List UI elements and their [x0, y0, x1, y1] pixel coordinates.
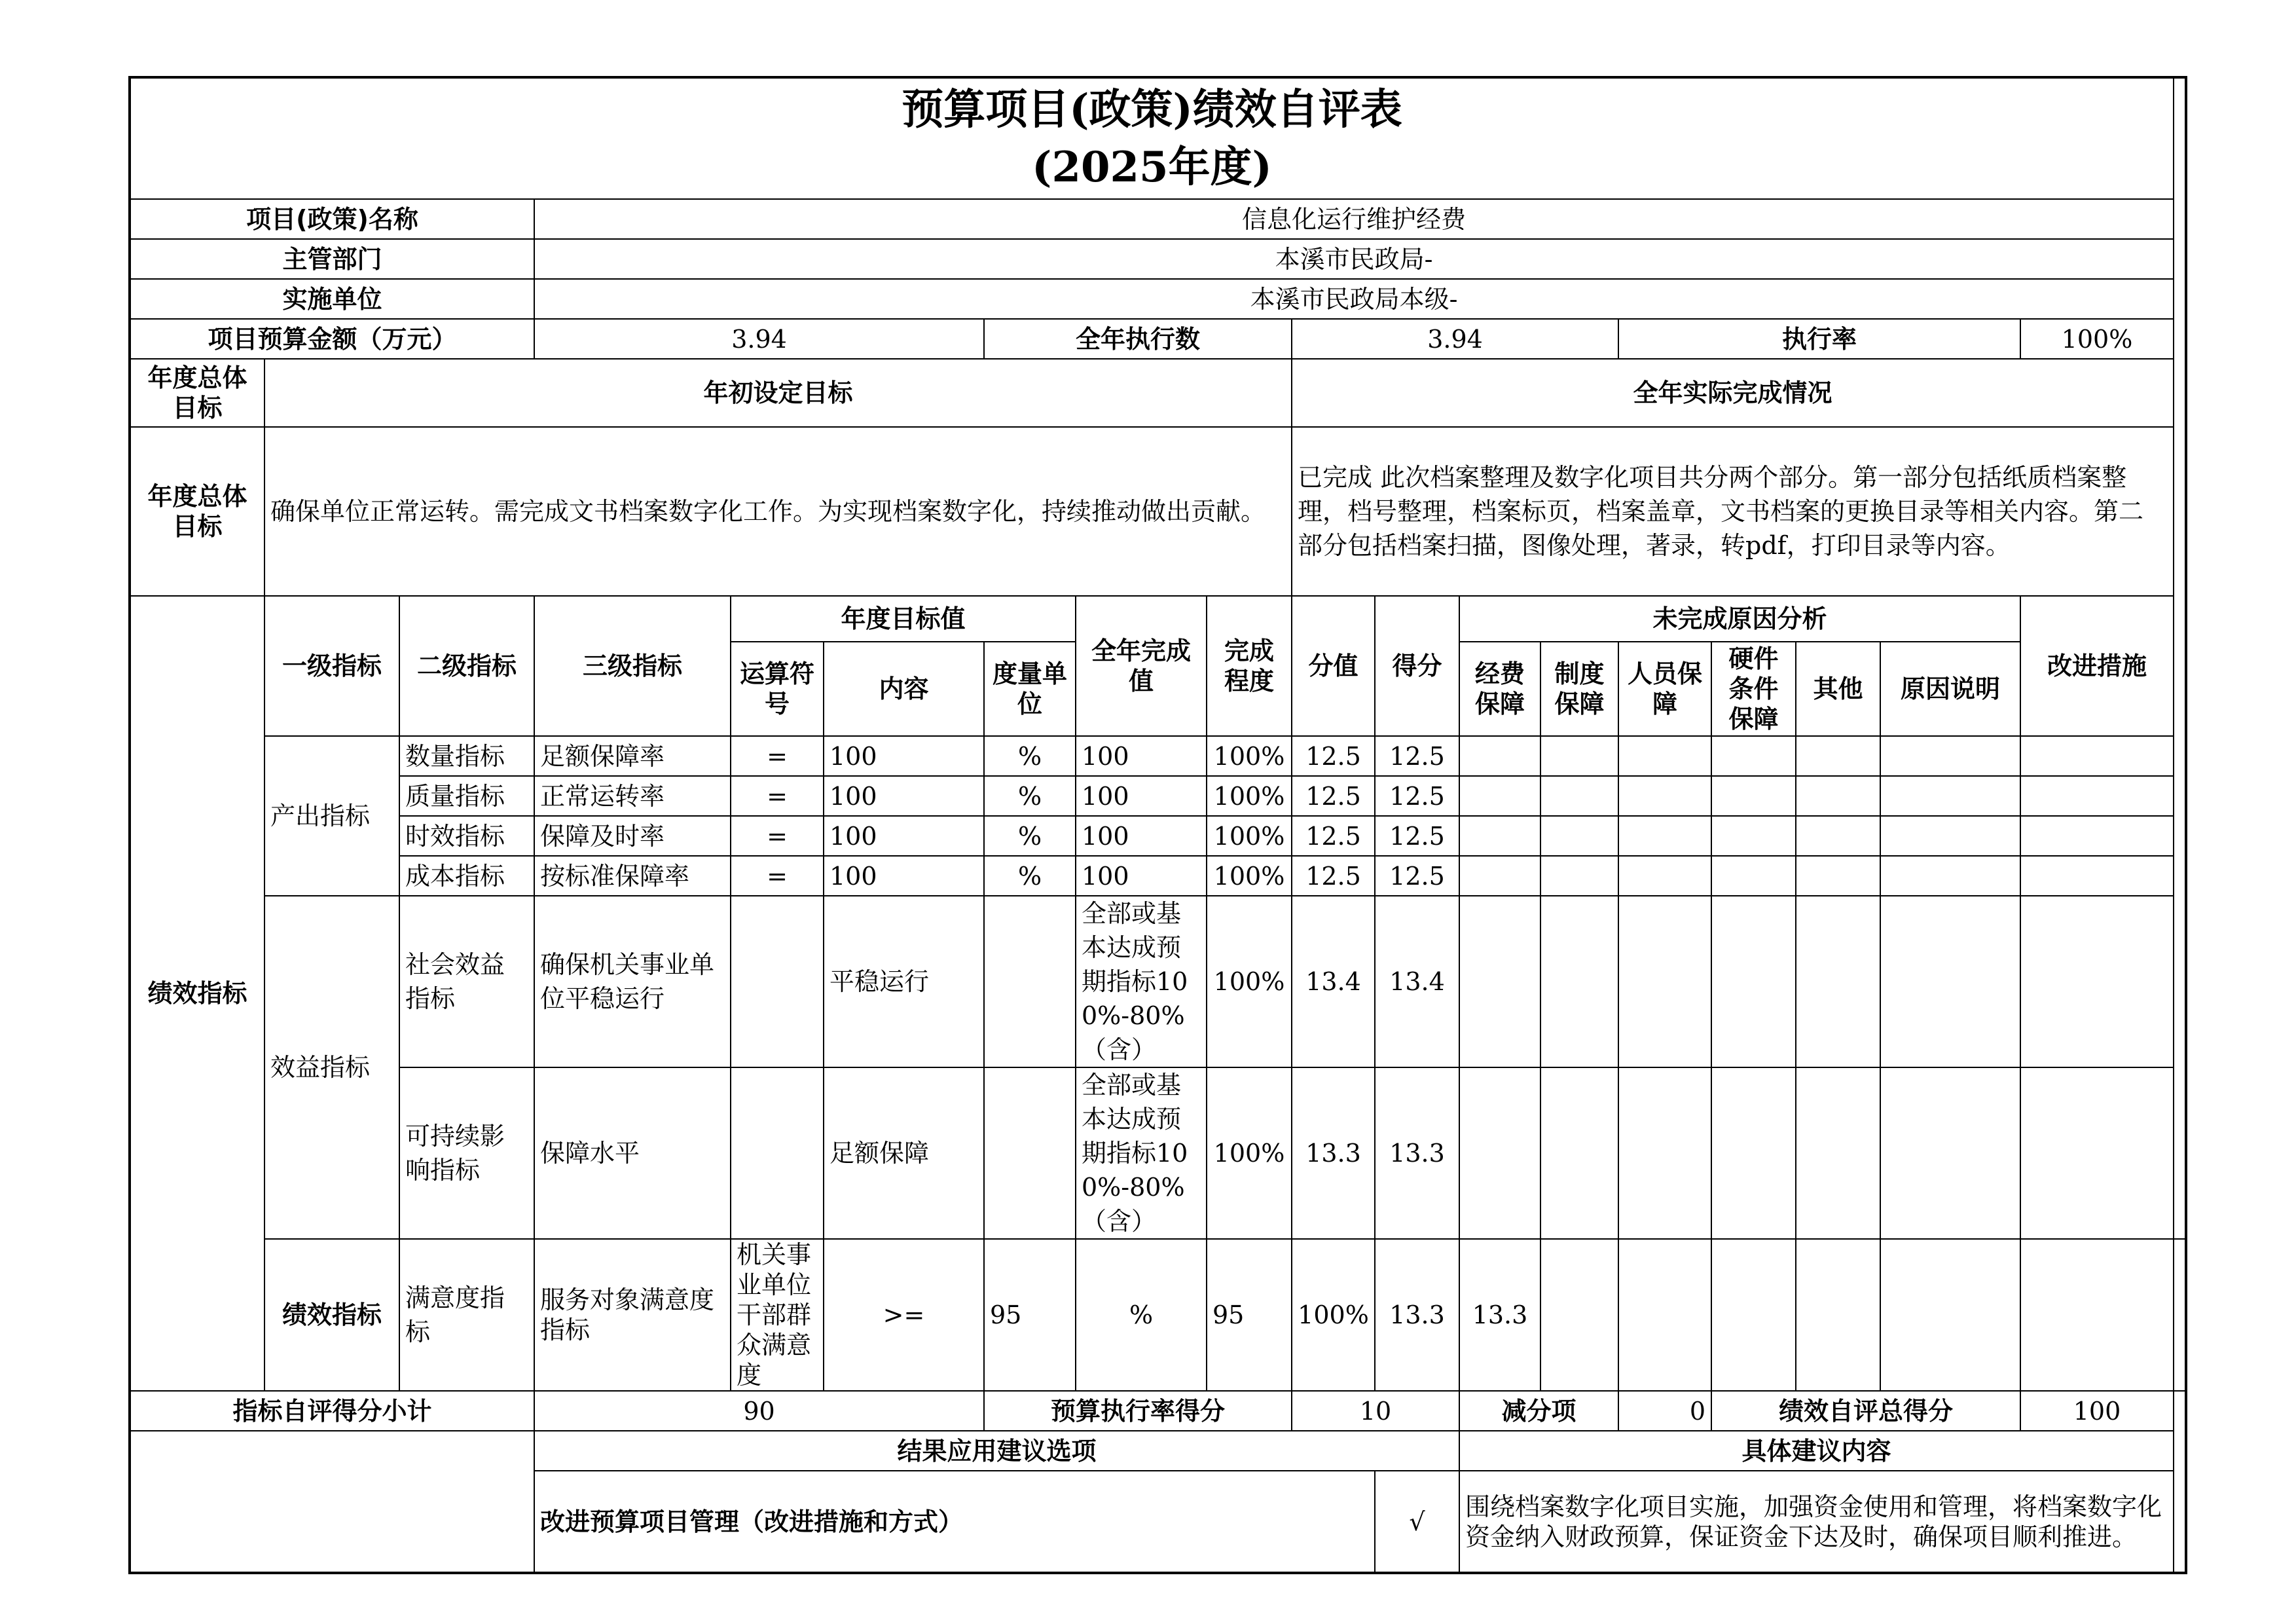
improve-header: 改进措施	[2020, 596, 2174, 736]
empty-cell	[2020, 736, 2174, 776]
result-options-header: 结果应用建议选项	[534, 1431, 1459, 1471]
score-cell: 12.5	[1375, 856, 1459, 896]
project-name-label: 项目(政策)名称	[130, 199, 534, 239]
operator-cell: =	[731, 736, 824, 776]
deduct-value: 0	[1618, 1391, 1711, 1431]
level1-header: 一级指标	[264, 596, 399, 736]
empty-cell	[1796, 1239, 1880, 1391]
empty-cell	[1711, 1067, 1796, 1239]
completion-cell: 100%	[1207, 736, 1292, 776]
empty-cell	[1459, 856, 1540, 896]
empty-cell	[1880, 816, 2020, 856]
actual-cell: 100	[1076, 776, 1207, 816]
table-row	[130, 1239, 2186, 1391]
exec-rate-value: 100%	[2020, 319, 2174, 359]
empty-cell	[1618, 776, 1711, 816]
level2-cell: 成本指标	[399, 856, 534, 896]
empty-cell	[1796, 816, 1880, 856]
empty-cell	[1618, 896, 1711, 1067]
empty-cell	[1618, 816, 1711, 856]
unit-cell: %	[984, 736, 1076, 776]
operator-cell: =	[731, 856, 824, 896]
empty-cell	[1880, 776, 2020, 816]
reason-hardware-header: 硬件条件保障	[1711, 642, 1796, 736]
content-header: 内容	[824, 642, 984, 736]
reason-explain-header: 原因说明	[1880, 642, 2020, 736]
actual-cell: 全部或基本达成预期指标100%-80%（含）	[1076, 1067, 1207, 1239]
level2-cell: 服务对象满意度指标	[534, 1239, 731, 1391]
deduct-label: 减分项	[1459, 1391, 1618, 1431]
empty-cell	[2020, 776, 2174, 816]
initial-goal-text: 确保单位正常运转。需完成文书档案数字化工作。为实现档案数字化，持续推动做出贡献。	[264, 427, 1292, 596]
level3-cell: 确保机关事业单位平稳运行	[534, 896, 731, 1067]
empty-cell	[1880, 1067, 2020, 1239]
empty-cell	[1796, 1067, 1880, 1239]
completion-header: 完成程度	[1207, 596, 1292, 736]
unit-cell: %	[1076, 1239, 1207, 1391]
impl-unit-value: 本溪市民政局本级-	[534, 279, 2174, 319]
value-cell: 12.5	[1292, 856, 1375, 896]
reason-other-header: 其他	[1796, 642, 1880, 736]
total-score-label: 绩效自评总得分	[1711, 1391, 2020, 1431]
completion-cell: 100%	[1292, 1239, 1375, 1391]
completion-cell: 100%	[1207, 1067, 1292, 1239]
budget-score-value: 10	[1292, 1391, 1459, 1431]
form-title-line2: (2025年度)	[1032, 142, 1272, 192]
operator-cell	[731, 1067, 824, 1239]
unit-cell	[984, 896, 1076, 1067]
empty-cell	[1459, 1067, 1540, 1239]
level3-header: 三级指标	[534, 596, 731, 736]
annual-exec-value: 3.94	[1292, 319, 1618, 359]
annual-goal-row-label: 年度总体目标	[130, 427, 264, 596]
empty-cell	[1540, 896, 1618, 1067]
empty-cell	[1880, 856, 2020, 896]
level3-cell: 按标准保障率	[534, 856, 731, 896]
empty-cell	[1711, 1239, 1796, 1391]
table-row	[130, 896, 2186, 1067]
actual-value-header: 全年完成值	[1076, 596, 1207, 736]
empty-cell	[1796, 776, 1880, 816]
output-level1: 产出指标	[264, 736, 399, 896]
empty-cell	[1540, 776, 1618, 816]
score-cell: 12.5	[1375, 816, 1459, 856]
satisfaction-level1: 满意度指标	[399, 1239, 534, 1391]
annual-goal-header-label: 年度总体目标	[130, 359, 264, 427]
level2-cell: 质量指标	[399, 776, 534, 816]
subtotal-value: 90	[534, 1391, 984, 1431]
completion-cell: 100%	[1207, 776, 1292, 816]
operator-cell	[731, 896, 824, 1067]
table-row	[130, 1067, 2186, 1239]
suggestion-text: 围绕档案数字化项目实施，加强资金使用和管理，将档案数字化资金纳入财政预算，保证资金下达及时，确保项目顺利推进。	[1459, 1471, 2174, 1573]
level3-cell: 机关事业单位干部群众满意度	[731, 1239, 824, 1391]
unit-cell: %	[984, 776, 1076, 816]
score-header: 得分	[1375, 596, 1459, 736]
level3-cell: 足额保障率	[534, 736, 731, 776]
form-title	[130, 77, 2174, 199]
budget-amount-label: 项目预算金额（万元）	[130, 319, 534, 359]
value-cell: 12.5	[1292, 816, 1375, 856]
unit-header: 度量单位	[984, 642, 1076, 736]
empty-cell	[1880, 896, 2020, 1067]
reason-system-header: 制度保障	[1540, 642, 1618, 736]
empty-cell	[1711, 736, 1796, 776]
empty-cell	[2020, 1239, 2174, 1391]
empty-cell	[1618, 1239, 1711, 1391]
level2-cell: 数量指标	[399, 736, 534, 776]
annual-target-header: 年度目标值	[731, 596, 1076, 642]
empty-cell	[1540, 1239, 1618, 1391]
operator-cell: >=	[824, 1239, 984, 1391]
empty-cell	[1540, 816, 1618, 856]
operator-header: 运算符号	[731, 642, 824, 736]
empty-cell	[1796, 896, 1880, 1067]
table-row	[130, 776, 2186, 816]
empty-cell	[2020, 1067, 2174, 1239]
dept-label: 主管部门	[130, 239, 534, 279]
benefit-level1: 效益指标	[264, 896, 399, 1239]
actual-completion-header: 全年实际完成情况	[1292, 359, 2174, 427]
content-cell: 足额保障	[824, 1067, 984, 1239]
table-row	[130, 856, 2186, 896]
score-value-header: 分值	[1292, 596, 1375, 736]
actual-cell: 100	[1076, 736, 1207, 776]
empty-cell	[1618, 736, 1711, 776]
initial-goal-header: 年初设定目标	[264, 359, 1292, 427]
completion-cell: 100%	[1207, 856, 1292, 896]
empty-cell	[1459, 736, 1540, 776]
value-cell: 13.4	[1292, 896, 1375, 1067]
budget-amount-value: 3.94	[534, 319, 984, 359]
empty-cell	[1711, 896, 1796, 1067]
completion-cell: 100%	[1207, 816, 1292, 856]
form-title-line1: 预算项目(政策)绩效自评表	[902, 84, 1402, 134]
score-cell: 12.5	[1375, 736, 1459, 776]
actual-cell: 100	[1076, 856, 1207, 896]
reason-staff-header: 人员保障	[1618, 642, 1711, 736]
empty-cell	[1711, 856, 1796, 896]
value-cell: 13.3	[1292, 1067, 1375, 1239]
budget-score-label: 预算执行率得分	[984, 1391, 1292, 1431]
performance-evaluation-table	[128, 76, 2187, 1574]
level2-cell: 可持续影响指标	[399, 1067, 534, 1239]
empty-cell	[1459, 776, 1540, 816]
suggestion-header: 具体建议内容	[1459, 1431, 2174, 1471]
empty-cell	[2020, 896, 2174, 1067]
empty-cell	[1540, 736, 1618, 776]
result-option-checkmark: √	[1375, 1471, 1459, 1573]
actual-cell: 100	[1076, 816, 1207, 856]
empty-cell	[1796, 856, 1880, 896]
level2-cell: 社会效益指标	[399, 896, 534, 1067]
empty-cell	[1711, 816, 1796, 856]
annual-exec-label: 全年执行数	[984, 319, 1292, 359]
result-option: 改进预算项目管理（改进措施和方式）	[534, 1471, 1375, 1573]
empty-cell	[1459, 896, 1540, 1067]
empty-cell	[1796, 736, 1880, 776]
empty-cell	[2020, 856, 2174, 896]
total-score-value: 100	[2020, 1391, 2174, 1431]
subtotal-label: 指标自评得分小计	[130, 1391, 534, 1431]
unit-cell: %	[984, 816, 1076, 856]
empty-cell	[1880, 736, 2020, 776]
empty-cell	[1540, 1067, 1618, 1239]
content-cell: 平稳运行	[824, 896, 984, 1067]
empty-cell	[1540, 856, 1618, 896]
content-cell: 95	[984, 1239, 1076, 1391]
operator-cell: =	[731, 776, 824, 816]
empty-cell	[1880, 1239, 2020, 1391]
table-row	[130, 816, 2186, 856]
empty-cell	[2020, 816, 2174, 856]
perf-indicator-label: 绩效指标	[130, 596, 264, 1391]
score-cell: 13.3	[1375, 1067, 1459, 1239]
value-cell: 12.5	[1292, 736, 1375, 776]
level3-cell: 保障水平	[534, 1067, 731, 1239]
empty-cell	[1711, 776, 1796, 816]
level3-cell: 正常运转率	[534, 776, 731, 816]
value-cell: 12.5	[1292, 776, 1375, 816]
unit-cell: %	[984, 856, 1076, 896]
empty-cell	[1459, 816, 1540, 856]
content-cell: 100	[824, 736, 984, 776]
value-cell: 13.3	[1375, 1239, 1459, 1391]
unfinished-reasons-header: 未完成原因分析	[1459, 596, 2020, 642]
level2-cell: 时效指标	[399, 816, 534, 856]
perf-indicator-label-2: 绩效指标	[264, 1239, 399, 1391]
empty-cell	[1618, 1067, 1711, 1239]
score-cell: 13.3	[1459, 1239, 1540, 1391]
empty-cell	[2174, 1239, 2186, 1391]
impl-unit-label: 实施单位	[130, 279, 534, 319]
result-blank-cell	[130, 1431, 534, 1573]
content-cell: 100	[824, 856, 984, 896]
score-cell: 12.5	[1375, 776, 1459, 816]
unit-cell	[984, 1067, 1076, 1239]
actual-cell: 95	[1207, 1239, 1292, 1391]
reason-funding-header: 经费保障	[1459, 642, 1540, 736]
score-cell: 13.4	[1375, 896, 1459, 1067]
content-cell: 100	[824, 776, 984, 816]
empty-cell	[1618, 856, 1711, 896]
level3-cell: 保障及时率	[534, 816, 731, 856]
operator-cell: =	[731, 816, 824, 856]
exec-rate-label: 执行率	[1618, 319, 2020, 359]
content-cell: 100	[824, 816, 984, 856]
level2-header: 二级指标	[399, 596, 534, 736]
project-name: 信息化运行维护经费	[534, 199, 2174, 239]
table-row	[130, 736, 2186, 776]
actual-completion-text: 已完成 此次档案整理及数字化项目共分两个部分。第一部分包括纸质档案整理，档号整理，档案标页，档案盖章，文书档案的更换目录等相关内容。第二部分包括档案扫描，图像处理，著录，转pdf，打印目录等内容。	[1292, 427, 2174, 596]
actual-cell: 全部或基本达成预期指标100%-80%（含）	[1076, 896, 1207, 1067]
dept-value: 本溪市民政局-	[534, 239, 2174, 279]
completion-cell: 100%	[1207, 896, 1292, 1067]
